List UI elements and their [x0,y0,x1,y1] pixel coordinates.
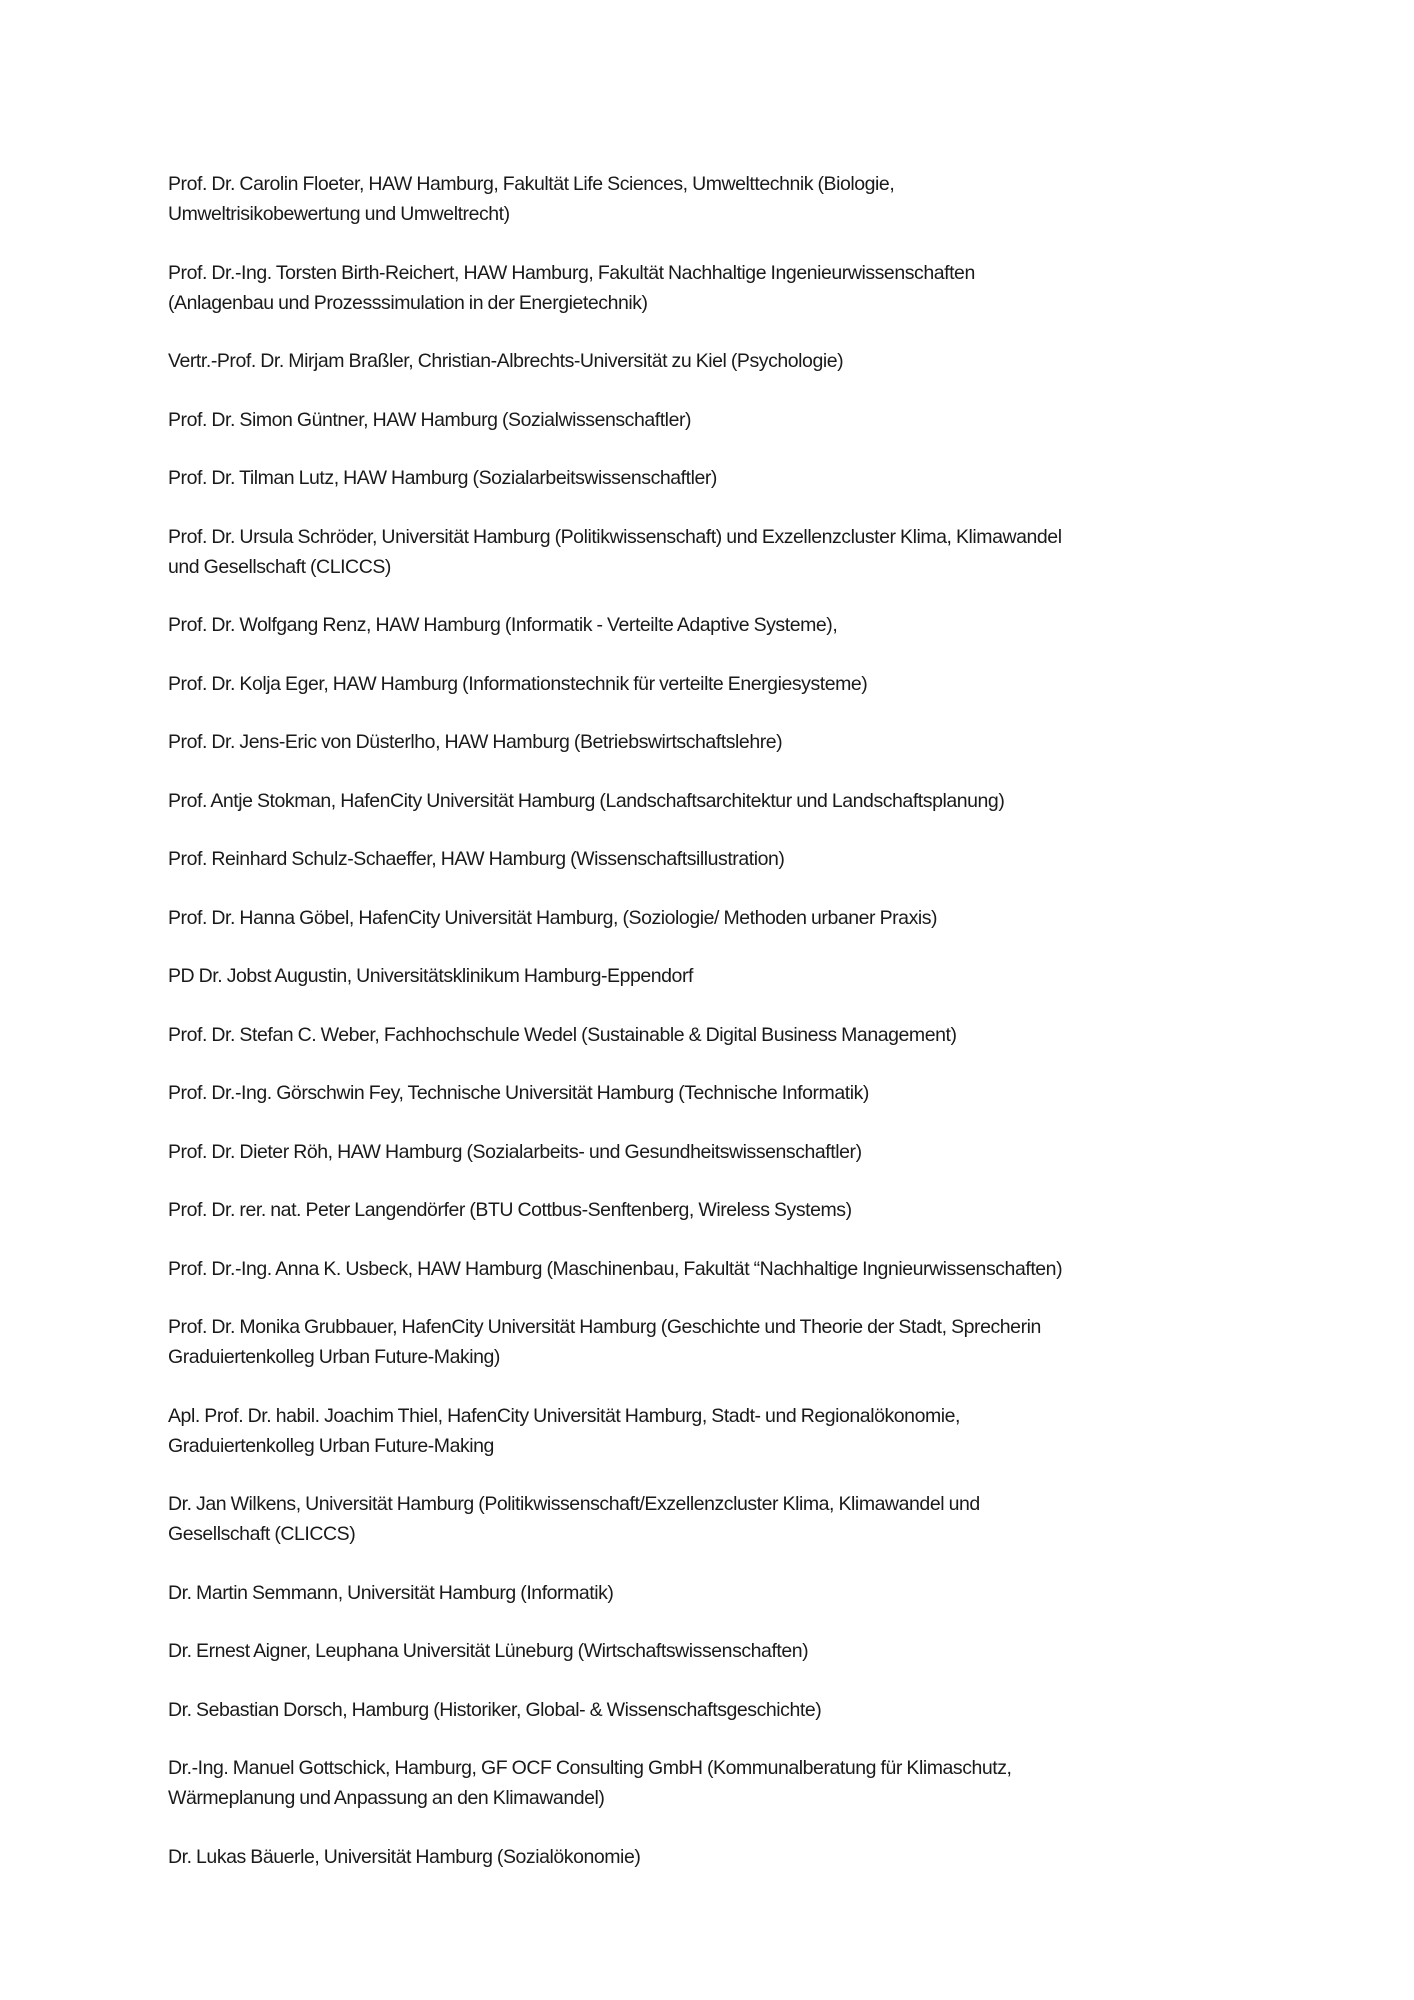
signatory-text-line: Dr. Sebastian Dorsch, Hamburg (Historiker, Global- & Wissenschaftsgeschichte) [168,1698,822,1721]
signatory-text-line: Prof. Dr. Stefan C. Weber, Fachhochschule Wedel (Sustainable & Digital Business Management) [168,1023,957,1046]
signatory-entry [168,1695,1248,1725]
signatory-text-line: Prof. Dr. Hanna Göbel, HafenCity Universität Hamburg, (Soziologie/ Methoden urbaner Praxis) [168,906,938,929]
signatory-entry [168,1312,1248,1372]
signatory-text-line: Prof. Dr. Carolin Floeter, HAW Hamburg, Fakultät Life Sciences, Umwelttechnik (Biologie, [168,173,895,195]
signatory-text-line: Graduiertenkolleg Urban Future-Making [168,1434,494,1457]
signatory-text-line: Dr. Lukas Bäuerle, Universität Hamburg (Sozialökonomie) [168,1845,641,1868]
signatory-entry [168,258,1248,318]
signatory-text-line: Prof. Dr. Monika Grubbauer, HafenCity Universität Hamburg (Geschichte und Theorie der Stadt, Sprecherin [168,1316,1041,1338]
signatory-text-line: Prof. Dr. Dieter Röh, HAW Hamburg (Sozialarbeits- und Gesundheitswissenschaftler) [168,1140,862,1163]
signatory-text-line: Prof. Dr. Jens-Eric von Düsterlho, HAW Hamburg (Betriebswirtschaftslehre) [168,731,783,753]
signatory-text-line: Dr. Ernest Aigner, Leuphana Universität Lüneburg (Wirtschaftswissenschaften) [168,1640,809,1662]
signatory-text-line: und Gesellschaft (CLICCS) [168,555,391,578]
signatory-entry [168,1842,1248,1872]
signatory-text-line: PD Dr. Jobst Augustin, Universitätsklinikum Hamburg-Eppendorf [168,965,693,987]
signatory-text-line: Prof. Dr.-Ing. Torsten Birth-Reichert, HAW Hamburg, Fakultät Nachhaltige Ingenieurwissenschaften [168,261,975,284]
signatory-entry [168,1636,1248,1666]
signatory-entry [168,1401,1248,1461]
signatory-entry [168,961,1248,991]
signatory-text-line: Vertr.-Prof. Dr. Mirjam Braßler, Christian-Albrechts-Universität zu Kiel (Psychologie) [168,350,844,372]
signatory-text-line: Dr.-Ing. Manuel Gottschick, Hamburg, GF OCF Consulting GmbH (Kommunalberatung für Klimaschutz, [168,1757,1012,1779]
signatory-text-line: Gesellschaft (CLICCS) [168,1523,356,1545]
signatory-entry [168,1195,1248,1225]
signatory-text-line: Graduiertenkolleg Urban Future-Making) [168,1346,500,1368]
signatory-entry [168,669,1248,699]
signatory-entry [168,903,1248,933]
signatory-entry [168,1078,1248,1108]
signatory-text-line: Prof. Dr. Tilman Lutz, HAW Hamburg (Sozialarbeitswissenschaftler) [168,467,717,489]
signatory-text-line: Prof. Dr. Kolja Eger, HAW Hamburg (Informationstechnik für verteilte Energiesysteme) [168,672,868,695]
signatory-text-line: Prof. Dr. Simon Güntner, HAW Hamburg (Sozialwissenschaftler) [168,408,692,431]
signatory-text-line: Prof. Dr. Ursula Schröder, Universität Hamburg (Politikwissenschaft) und Exzellenzcluster Klima, Klimawandel [168,525,1062,548]
signatory-entry [168,1753,1248,1813]
signatory-text-line: Prof. Dr.-Ing. Anna K. Usbeck, HAW Hamburg (Maschinenbau, Fakultät “Nachhaltige Ingnieurwissenschaften) [168,1257,1063,1280]
signatory-list [168,169,1248,1900]
signatory-entry [168,1254,1248,1284]
signatory-entry [168,1020,1248,1050]
signatory-text-line: Wärmeplanung und Anpassung an den Klimawandel) [168,1787,605,1809]
signatory-text-line: Apl. Prof. Dr. habil. Joachim Thiel, HafenCity Universität Hamburg, Stadt- und Regionalökonomie, [168,1404,960,1427]
signatory-entry [168,522,1248,582]
signatory-text-line: Dr. Jan Wilkens, Universität Hamburg (Politikwissenschaft/Exzellenzcluster Klima, Klimawandel und [168,1493,980,1515]
signatory-entry [168,1578,1248,1608]
signatory-entry [168,844,1248,874]
signatory-text-line: Umweltrisikobewertung und Umweltrecht) [168,203,510,225]
signatory-entry [168,610,1248,640]
signatory-text-line: Prof. Antje Stokman, HafenCity Universität Hamburg (Landschaftsarchitektur und Landschaftsplanung) [168,789,1005,812]
signatory-text-line: Prof. Dr.-Ing. Görschwin Fey, Technische Universität Hamburg (Technische Informatik) [168,1082,869,1104]
signatory-entry [168,346,1248,376]
signatory-text-line: Prof. Dr. rer. nat. Peter Langendörfer (BTU Cottbus-Senftenberg, Wireless Systems) [168,1199,852,1221]
signatory-text-line: Dr. Martin Semmann, Universität Hamburg (Informatik) [168,1581,614,1604]
signatory-entry [168,1489,1248,1549]
signatory-entry [168,786,1248,816]
signatory-entry [168,405,1248,435]
signatory-entry [168,1137,1248,1167]
signatory-text-line: Prof. Dr. Wolfgang Renz, HAW Hamburg (Informatik - Verteilte Adaptive Systeme), [168,614,838,636]
signatory-text-line: (Anlagenbau und Prozesssimulation in der Energietechnik) [168,291,648,314]
signatory-text-line: Prof. Reinhard Schulz-Schaeffer, HAW Hamburg (Wissenschaftsillustration) [168,848,785,870]
signatory-entry [168,169,1248,229]
signatory-entry [168,463,1248,493]
signatory-entry [168,727,1248,757]
